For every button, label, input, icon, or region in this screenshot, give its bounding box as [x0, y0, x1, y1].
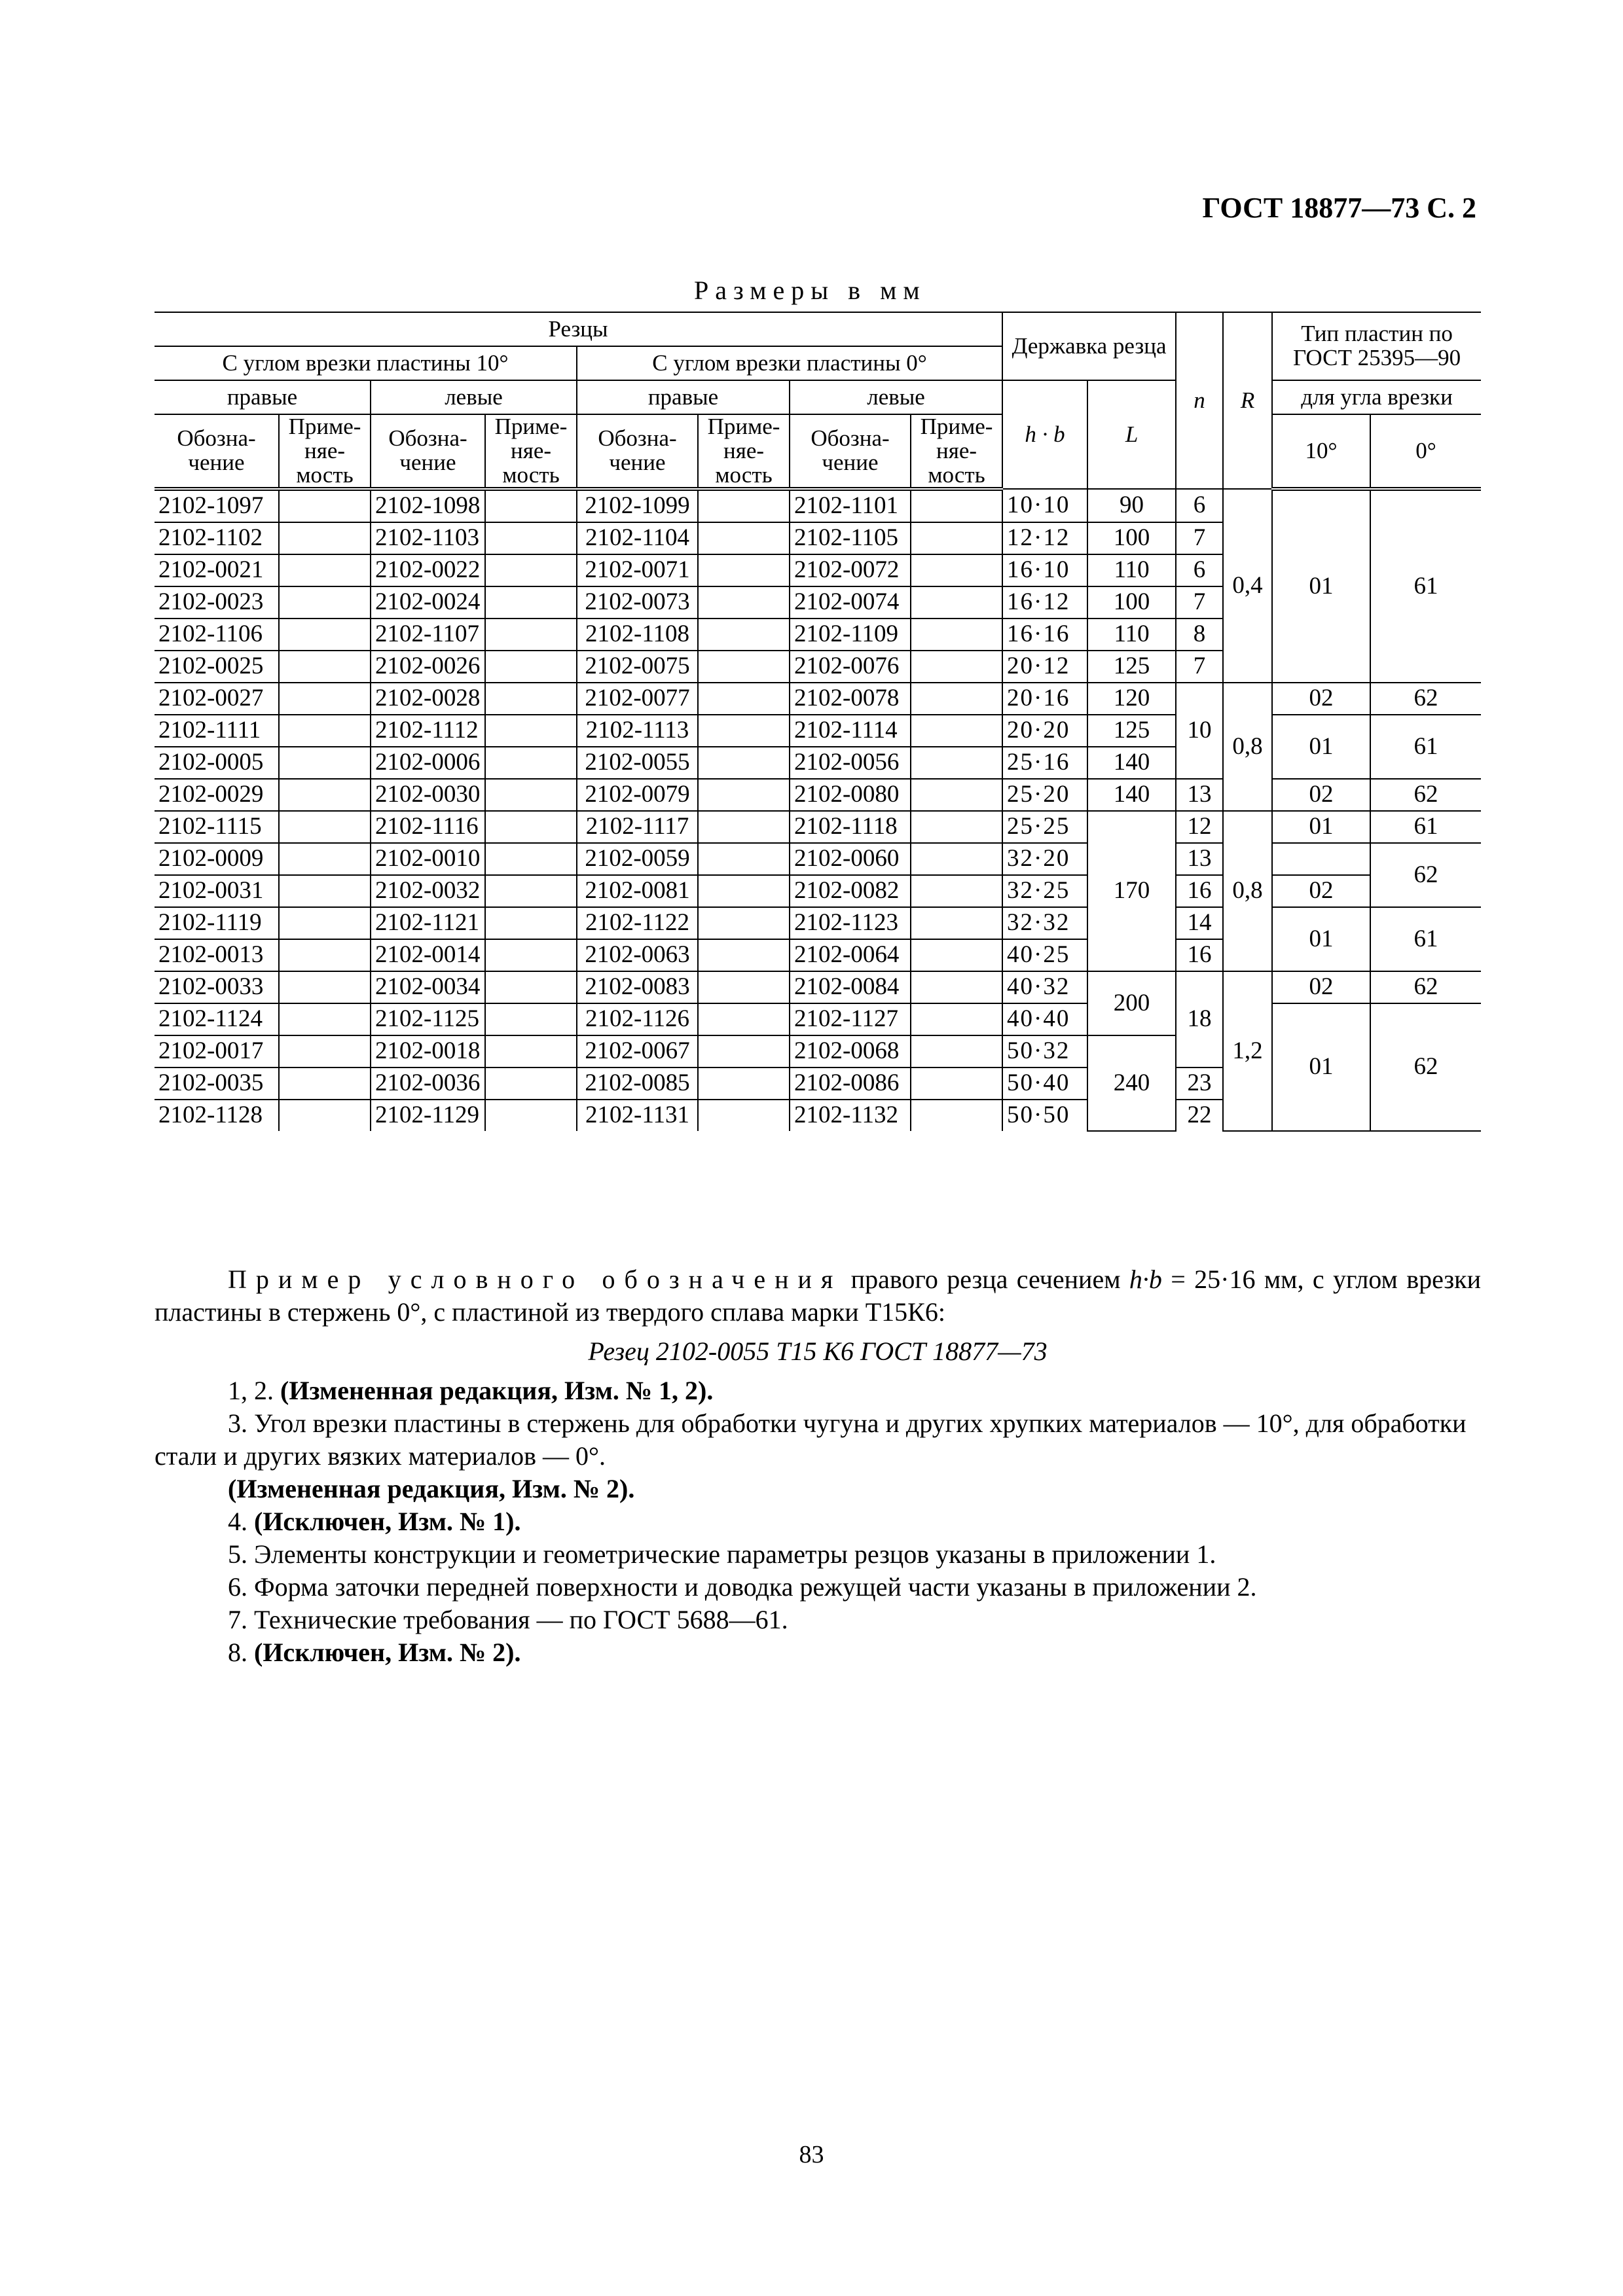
hb-cell: 50·40 — [1002, 1067, 1087, 1100]
table-row — [155, 1003, 1481, 1035]
L-cell: 120 — [1087, 683, 1176, 715]
prim-cell — [911, 875, 1002, 907]
hb-cell: 25·20 — [1002, 779, 1087, 811]
n-cell: 7 — [1176, 651, 1223, 683]
oboz-left-10-cell: 2102-1103 — [371, 522, 485, 554]
oboz-left-0-cell: 2102-1127 — [790, 1003, 911, 1035]
header-levye-0: левые — [790, 380, 1002, 414]
oboz-left-10-cell: 2102-0024 — [371, 586, 485, 619]
oboz-left-10-cell: 2102-0028 — [371, 683, 485, 715]
prim-cell — [485, 715, 577, 747]
tip-0-cell: 62 — [1370, 683, 1481, 715]
prim-cell — [279, 1003, 371, 1035]
example-text-b: = 25·16 мм, с углом врезки пластины в стержень 0°, с пластиной из твердого сплава марки Т15К6: — [155, 1265, 1481, 1327]
header-derzhavka: Державка резца — [1002, 312, 1176, 380]
tip-0-cell: 62 — [1370, 971, 1481, 1003]
hb-cell: 32·20 — [1002, 843, 1087, 875]
tip-10-cell: 02 — [1272, 779, 1370, 811]
prim-cell — [279, 1067, 371, 1100]
table-row — [155, 907, 1481, 939]
oboz-right-0-cell: 2102-0081 — [577, 875, 698, 907]
header-n: n — [1176, 312, 1223, 489]
oboz-left-0-cell: 2102-1132 — [790, 1100, 911, 1131]
n-cell: 10 — [1176, 683, 1223, 779]
prim-cell — [485, 907, 577, 939]
prim-cell — [279, 971, 371, 1003]
oboz-left-10-cell: 2102-1129 — [371, 1100, 485, 1131]
table-caption: Размеры в мм — [694, 276, 926, 305]
R-cell: 0,4 — [1223, 489, 1272, 683]
prim-cell — [279, 554, 371, 586]
L-cell: 125 — [1087, 651, 1176, 683]
oboz-left-10-cell: 2102-1125 — [371, 1003, 485, 1035]
oboz-right-0-cell: 2102-1099 — [577, 489, 698, 522]
header-hb: h · b — [1002, 380, 1087, 489]
prim-cell — [485, 1067, 577, 1100]
oboz-right-0-cell: 2102-0073 — [577, 586, 698, 619]
hb-cell: 16·10 — [1002, 554, 1087, 586]
oboz-left-0-cell: 2102-1105 — [790, 522, 911, 554]
L-cell: 90 — [1087, 489, 1176, 522]
table-row — [155, 683, 1481, 715]
n-cell: 6 — [1176, 489, 1223, 522]
header-R: R — [1223, 312, 1272, 489]
oboz-right-0-cell: 2102-1108 — [577, 619, 698, 651]
prim-cell — [279, 619, 371, 651]
prim-cell — [911, 554, 1002, 586]
prim-cell — [279, 875, 371, 907]
tip-10-cell: 01 — [1272, 907, 1370, 971]
prim-cell — [485, 875, 577, 907]
tip-0-cell: 61 — [1370, 489, 1481, 683]
oboz-left-0-cell: 2102-0072 — [790, 554, 911, 586]
note-item: 1, 2. (Измененная редакция, Изм. № 1, 2). — [228, 1376, 714, 1405]
prim-cell — [279, 747, 371, 779]
hb-cell: 10·10 — [1002, 489, 1087, 522]
oboz-right-10-cell: 2102-1128 — [155, 1100, 279, 1131]
L-cell: 140 — [1087, 747, 1176, 779]
prim-cell — [911, 811, 1002, 843]
oboz-right-10-cell: 2102-0013 — [155, 939, 279, 971]
oboz-right-0-cell: 2102-1117 — [577, 811, 698, 843]
prim-cell — [698, 971, 790, 1003]
header-levye-10: левые — [371, 380, 577, 414]
prim-cell — [911, 715, 1002, 747]
prim-cell — [279, 715, 371, 747]
oboz-right-0-cell: 2102-1126 — [577, 1003, 698, 1035]
oboz-left-10-cell: 2102-1098 — [371, 489, 485, 522]
oboz-left-10-cell: 2102-0026 — [371, 651, 485, 683]
hb-cell: 16·12 — [1002, 586, 1087, 619]
n-cell: 14 — [1176, 907, 1223, 939]
prim-cell — [279, 779, 371, 811]
oboz-left-10-cell: 2102-0036 — [371, 1067, 485, 1100]
oboz-right-0-cell: 2102-1122 — [577, 907, 698, 939]
oboz-right-10-cell: 2102-0017 — [155, 1035, 279, 1067]
oboz-left-10-cell: 2102-0034 — [371, 971, 485, 1003]
n-cell: 22 — [1176, 1100, 1223, 1131]
prim-cell — [698, 747, 790, 779]
tip-0-cell: 62 — [1370, 779, 1481, 811]
table-row — [155, 971, 1481, 1003]
header-angle10: С углом врезки пластины 10° — [155, 346, 577, 380]
prim-cell — [698, 554, 790, 586]
prim-cell — [911, 651, 1002, 683]
prim-cell — [485, 619, 577, 651]
prim-cell — [279, 586, 371, 619]
prim-cell — [911, 1067, 1002, 1100]
table-row — [155, 489, 1481, 522]
prim-cell — [485, 779, 577, 811]
header-0: 0° — [1370, 414, 1481, 489]
oboz-right-10-cell: 2102-0005 — [155, 747, 279, 779]
L-cell: 125 — [1087, 715, 1176, 747]
prim-cell — [911, 683, 1002, 715]
prim-cell — [698, 651, 790, 683]
oboz-right-10-cell: 2102-1119 — [155, 907, 279, 939]
header-oboz-3: Обозна-чение — [577, 414, 698, 489]
prim-cell — [698, 683, 790, 715]
tip-0-cell: 61 — [1370, 811, 1481, 843]
prim-cell — [698, 1035, 790, 1067]
oboz-left-0-cell: 2102-0056 — [790, 747, 911, 779]
note-item: 7. Технические требования — по ГОСТ 5688—61. — [228, 1605, 788, 1634]
prim-cell — [911, 939, 1002, 971]
tip-10-cell: 01 — [1272, 715, 1370, 779]
note-item: 4. (Исключен, Изм. № 1). — [228, 1507, 521, 1536]
header-angle0: С углом врезки пластины 0° — [577, 346, 1002, 380]
prim-cell — [279, 1100, 371, 1131]
prim-cell — [911, 619, 1002, 651]
oboz-left-0-cell: 2102-0076 — [790, 651, 911, 683]
prim-cell — [698, 1100, 790, 1131]
L-cell: 240 — [1087, 1035, 1176, 1131]
example-designation: Резец 2102-0055 Т15 К6 ГОСТ 18877—73 — [588, 1336, 1048, 1366]
n-cell: 16 — [1176, 939, 1223, 971]
oboz-left-0-cell: 2102-0086 — [790, 1067, 911, 1100]
hb-cell: 32·25 — [1002, 875, 1087, 907]
oboz-left-0-cell: 2102-1118 — [790, 811, 911, 843]
header-prim-1: Приме-няе-мость — [279, 414, 371, 489]
n-cell: 8 — [1176, 619, 1223, 651]
page-number: 83 — [799, 2141, 824, 2168]
oboz-right-0-cell: 2102-0059 — [577, 843, 698, 875]
R-cell: 0,8 — [1223, 811, 1272, 971]
hb-cell: 40·25 — [1002, 939, 1087, 971]
oboz-left-0-cell: 2102-0068 — [790, 1035, 911, 1067]
oboz-right-10-cell: 2102-1115 — [155, 811, 279, 843]
hb-cell: 40·40 — [1002, 1003, 1087, 1035]
prim-cell — [279, 907, 371, 939]
prim-cell — [485, 586, 577, 619]
table-row — [155, 811, 1481, 843]
n-cell: 12 — [1176, 811, 1223, 843]
header-tip: Тип пластин по ГОСТ 25395—90 — [1272, 312, 1481, 380]
oboz-left-10-cell: 2102-0006 — [371, 747, 485, 779]
prim-cell — [279, 683, 371, 715]
example-formula: h·b — [1129, 1265, 1162, 1294]
n-cell: 13 — [1176, 779, 1223, 811]
prim-cell — [698, 939, 790, 971]
oboz-right-0-cell: 2102-0063 — [577, 939, 698, 971]
header-dlya: для угла врезки — [1272, 380, 1481, 414]
oboz-right-10-cell: 2102-1102 — [155, 522, 279, 554]
prim-cell — [485, 971, 577, 1003]
prim-cell — [279, 843, 371, 875]
oboz-left-0-cell: 2102-0064 — [790, 939, 911, 971]
prim-cell — [485, 651, 577, 683]
hb-cell: 50·50 — [1002, 1100, 1087, 1131]
oboz-left-10-cell: 2102-1121 — [371, 907, 485, 939]
prim-cell — [485, 747, 577, 779]
oboz-right-10-cell: 2102-0033 — [155, 971, 279, 1003]
prim-cell — [911, 779, 1002, 811]
hb-cell: 50·32 — [1002, 1035, 1087, 1067]
prim-cell — [911, 843, 1002, 875]
header-prim-2: Приме-няе-мость — [485, 414, 577, 489]
oboz-left-0-cell: 2102-0074 — [790, 586, 911, 619]
hb-cell: 20·20 — [1002, 715, 1087, 747]
hb-cell: 20·12 — [1002, 651, 1087, 683]
prim-cell — [911, 907, 1002, 939]
prim-cell — [698, 522, 790, 554]
oboz-right-0-cell: 2102-0055 — [577, 747, 698, 779]
header-L: L — [1087, 380, 1176, 489]
oboz-right-0-cell: 2102-1131 — [577, 1100, 698, 1131]
oboz-right-10-cell: 2102-0029 — [155, 779, 279, 811]
hb-cell: 25·16 — [1002, 747, 1087, 779]
n-cell: 7 — [1176, 586, 1223, 619]
tip-10-cell: 01 — [1272, 489, 1370, 683]
oboz-left-0-cell: 2102-1123 — [790, 907, 911, 939]
example-text-a: правого резца сечением — [842, 1265, 1129, 1294]
oboz-right-10-cell: 2102-0035 — [155, 1067, 279, 1100]
tip-10-cell — [1272, 843, 1370, 875]
prim-cell — [485, 489, 577, 522]
prim-cell — [911, 1003, 1002, 1035]
oboz-right-10-cell: 2102-0009 — [155, 843, 279, 875]
prim-cell — [698, 489, 790, 522]
prim-cell — [485, 522, 577, 554]
hb-cell: 16·16 — [1002, 619, 1087, 651]
hb-cell: 40·32 — [1002, 971, 1087, 1003]
L-cell: 170 — [1087, 811, 1176, 971]
L-cell: 140 — [1087, 779, 1176, 811]
L-cell: 100 — [1087, 522, 1176, 554]
prim-cell — [911, 1035, 1002, 1067]
oboz-left-0-cell: 2102-1101 — [790, 489, 911, 522]
prim-cell — [698, 875, 790, 907]
hb-cell: 20·16 — [1002, 683, 1087, 715]
page-header: ГОСТ 18877—73 С. 2 — [1202, 192, 1476, 224]
L-cell: 110 — [1087, 619, 1176, 651]
prim-cell — [911, 522, 1002, 554]
prim-cell — [485, 939, 577, 971]
prim-cell — [698, 619, 790, 651]
table-row — [155, 779, 1481, 811]
note-item: 5. Элементы конструкции и геометрические параметры резцов указаны в приложении 1. — [228, 1539, 1216, 1569]
prim-cell — [911, 489, 1002, 522]
oboz-left-0-cell: 2102-0084 — [790, 971, 911, 1003]
example-label: Пример условного обозначения — [228, 1265, 843, 1294]
note-item: 8. (Исключен, Изм. № 2). — [228, 1638, 521, 1667]
example-paragraph — [155, 1263, 1481, 1329]
L-cell: 200 — [1087, 971, 1176, 1035]
tip-0-cell: 61 — [1370, 715, 1481, 779]
n-cell: 7 — [1176, 522, 1223, 554]
tip-10-cell: 02 — [1272, 683, 1370, 715]
oboz-left-10-cell: 2102-1107 — [371, 619, 485, 651]
prim-cell — [698, 715, 790, 747]
header-pravye-0: правые — [577, 380, 790, 414]
header-rezcy: Резцы — [155, 312, 1002, 346]
oboz-left-0-cell: 2102-0082 — [790, 875, 911, 907]
oboz-right-0-cell: 2102-1113 — [577, 715, 698, 747]
oboz-right-10-cell: 2102-0025 — [155, 651, 279, 683]
oboz-left-10-cell: 2102-1116 — [371, 811, 485, 843]
header-10: 10° — [1272, 414, 1370, 489]
tip-0-cell: 62 — [1370, 1003, 1481, 1131]
oboz-right-10-cell: 2102-0021 — [155, 554, 279, 586]
note-item: 6. Форма заточки передней поверхности и доводка режущей части указаны в приложении 2. — [228, 1572, 1257, 1602]
R-cell: 0,8 — [1223, 683, 1272, 811]
oboz-left-0-cell: 2102-0078 — [790, 683, 911, 715]
header-prim-3: Приме-няе-мость — [698, 414, 790, 489]
oboz-right-10-cell: 2102-0031 — [155, 875, 279, 907]
note-item: (Измененная редакция, Изм. № 2). — [228, 1474, 635, 1503]
tip-10-cell: 02 — [1272, 971, 1370, 1003]
prim-cell — [698, 843, 790, 875]
oboz-left-0-cell: 2102-0080 — [790, 779, 911, 811]
oboz-left-10-cell: 2102-0032 — [371, 875, 485, 907]
tip-10-cell: 01 — [1272, 811, 1370, 843]
prim-cell — [911, 586, 1002, 619]
cutters-table — [155, 312, 1481, 1132]
prim-cell — [698, 1003, 790, 1035]
oboz-right-0-cell: 2102-0075 — [577, 651, 698, 683]
oboz-right-10-cell: 2102-1124 — [155, 1003, 279, 1035]
prim-cell — [911, 971, 1002, 1003]
n-cell: 23 — [1176, 1067, 1223, 1100]
oboz-left-0-cell: 2102-1109 — [790, 619, 911, 651]
table-row — [155, 715, 1481, 747]
prim-cell — [485, 843, 577, 875]
oboz-right-10-cell: 2102-0027 — [155, 683, 279, 715]
table-row — [155, 843, 1481, 875]
oboz-right-0-cell: 2102-0085 — [577, 1067, 698, 1100]
hb-cell: 12·12 — [1002, 522, 1087, 554]
prim-cell — [698, 1067, 790, 1100]
oboz-right-10-cell: 2102-1097 — [155, 489, 279, 522]
oboz-left-10-cell: 2102-0030 — [371, 779, 485, 811]
prim-cell — [485, 1100, 577, 1131]
note-item: 3. Угол врезки пластины в стержень для обработки чугуна и других хрупких материалов — 10°, для обработки стали и других вязких материалов — 0°. — [155, 1408, 1467, 1471]
oboz-right-0-cell: 2102-0067 — [577, 1035, 698, 1067]
prim-cell — [911, 1100, 1002, 1131]
header-oboz-4: Обозна-чение — [790, 414, 911, 489]
prim-cell — [911, 747, 1002, 779]
n-cell: 6 — [1176, 554, 1223, 586]
n-cell: 16 — [1176, 875, 1223, 907]
table-row — [155, 875, 1481, 907]
L-cell: 110 — [1087, 554, 1176, 586]
prim-cell — [279, 651, 371, 683]
prim-cell — [485, 554, 577, 586]
oboz-left-0-cell: 2102-0060 — [790, 843, 911, 875]
oboz-left-10-cell: 2102-0014 — [371, 939, 485, 971]
tip-10-cell: 01 — [1272, 1003, 1370, 1131]
header-oboz-1: Обозна-чение — [155, 414, 279, 489]
n-cell: 18 — [1176, 971, 1223, 1067]
oboz-right-10-cell: 2102-0023 — [155, 586, 279, 619]
L-cell: 100 — [1087, 586, 1176, 619]
prim-cell — [485, 683, 577, 715]
tip-0-cell: 61 — [1370, 907, 1481, 971]
prim-cell — [698, 586, 790, 619]
prim-cell — [698, 907, 790, 939]
n-cell: 13 — [1176, 843, 1223, 875]
oboz-left-10-cell: 2102-0022 — [371, 554, 485, 586]
prim-cell — [485, 811, 577, 843]
oboz-left-0-cell: 2102-1114 — [790, 715, 911, 747]
prim-cell — [279, 1035, 371, 1067]
oboz-right-0-cell: 2102-0077 — [577, 683, 698, 715]
prim-cell — [279, 522, 371, 554]
oboz-left-10-cell: 2102-0010 — [371, 843, 485, 875]
prim-cell — [698, 779, 790, 811]
oboz-right-0-cell: 2102-0071 — [577, 554, 698, 586]
hb-cell: 32·32 — [1002, 907, 1087, 939]
prim-cell — [279, 811, 371, 843]
prim-cell — [279, 489, 371, 522]
prim-cell — [279, 939, 371, 971]
prim-cell — [485, 1003, 577, 1035]
oboz-left-10-cell: 2102-0018 — [371, 1035, 485, 1067]
tip-10-cell: 02 — [1272, 875, 1370, 907]
oboz-right-10-cell: 2102-1111 — [155, 715, 279, 747]
notes-list — [155, 1374, 1481, 1669]
R-cell: 1,2 — [1223, 971, 1272, 1131]
oboz-right-0-cell: 2102-0079 — [577, 779, 698, 811]
hb-cell: 25·25 — [1002, 811, 1087, 843]
prim-cell — [485, 1035, 577, 1067]
oboz-left-10-cell: 2102-1112 — [371, 715, 485, 747]
oboz-right-0-cell: 2102-0083 — [577, 971, 698, 1003]
header-pravye-10: правые — [155, 380, 371, 414]
tip-0-cell: 62 — [1370, 843, 1481, 907]
header-prim-4: Приме-няе-мость — [911, 414, 1002, 489]
prim-cell — [698, 811, 790, 843]
oboz-right-0-cell: 2102-1104 — [577, 522, 698, 554]
header-oboz-2: Обозна-чение — [371, 414, 485, 489]
oboz-right-10-cell: 2102-1106 — [155, 619, 279, 651]
